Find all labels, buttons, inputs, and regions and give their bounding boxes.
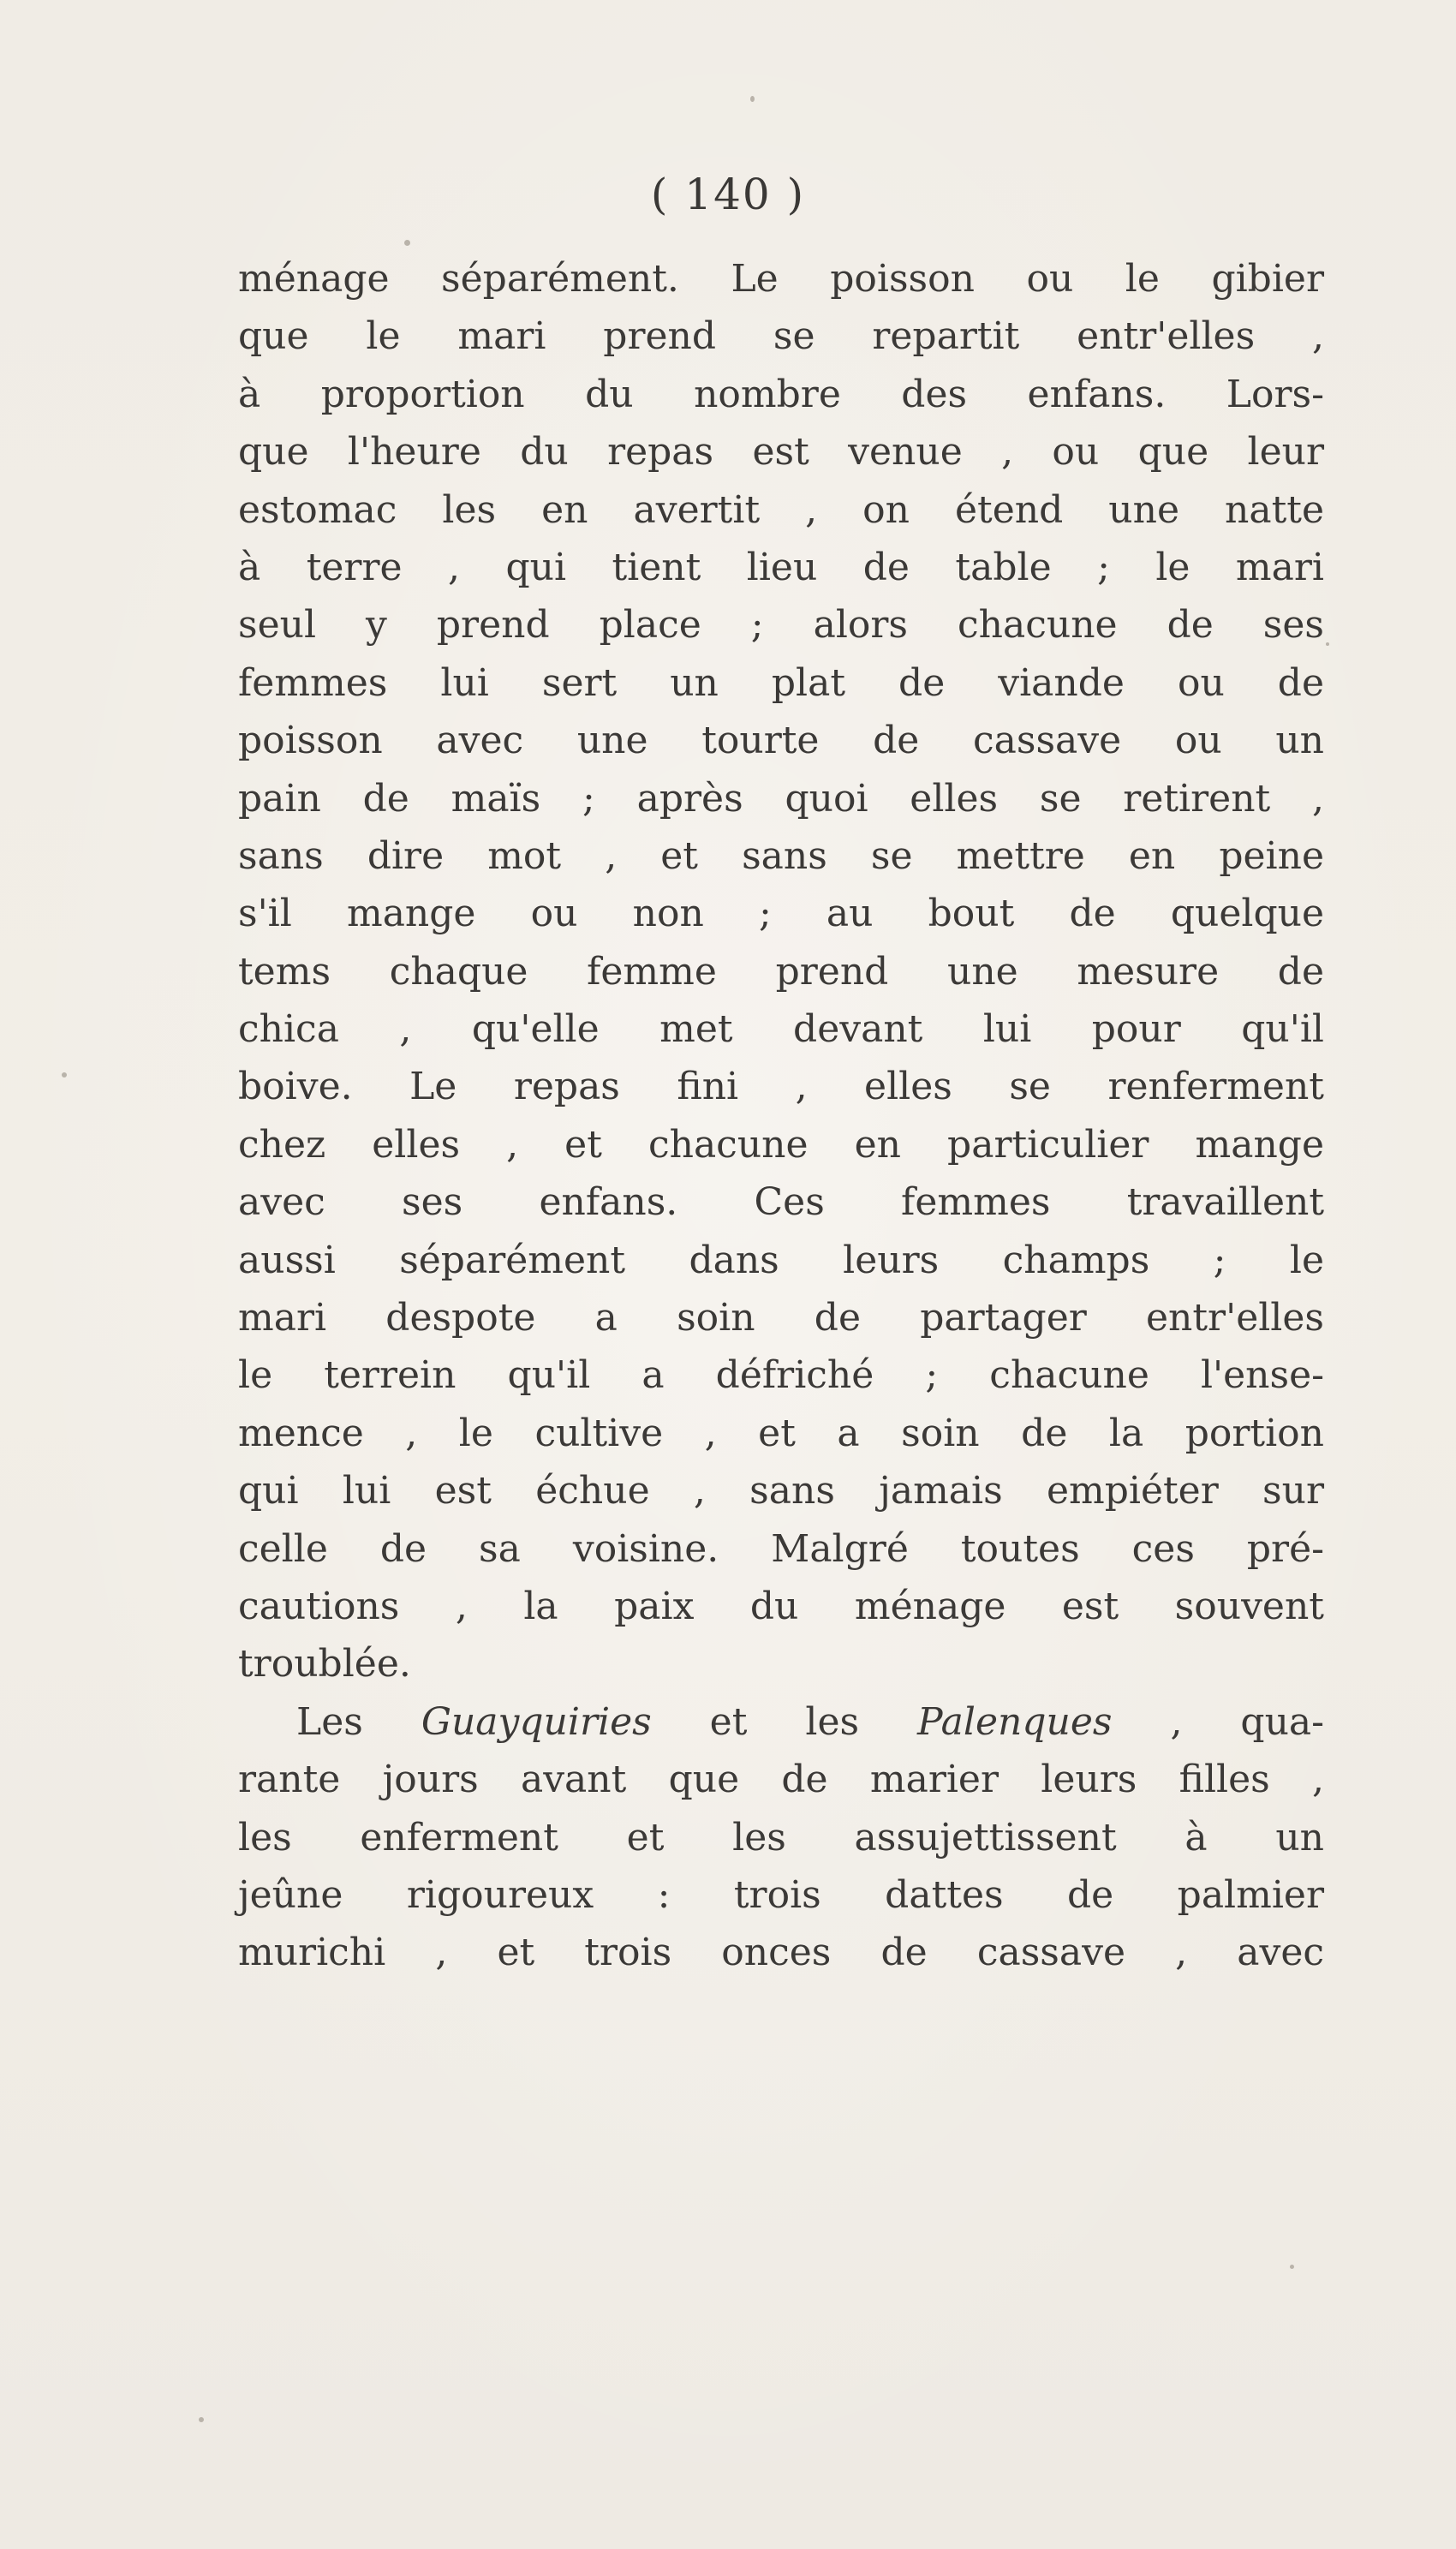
text-run: que l'heure du repas est venue , ou que leur [238,430,1324,475]
paper-speck [199,2417,204,2422]
paper-speck [404,240,410,246]
text-run: boive. Le repas fini , elles se renferment [238,1065,1324,1109]
text-run: murichi , et trois onces de cassave , avec [238,1931,1324,1975]
text-run: cautions , la paix du ménage est souvent [238,1584,1324,1628]
body-text [238,250,1324,1982]
text-run: pain de maïs ; après quoi elles se retirent , [238,776,1324,821]
text-line [238,770,1324,827]
text-run: mari despote a soin de partager entr'elles [238,1296,1324,1340]
text-run: avec ses enfans. Ces femmes travaillent [238,1180,1324,1225]
text-line [238,943,1324,1000]
text-run: poisson avec une tourte de cassave ou un [238,719,1324,763]
text-line [238,1520,1324,1578]
text-run: à proportion du nombre des enfans. Lors- [238,372,1324,416]
text-run: aussi séparément dans leurs champs ; le [238,1238,1324,1282]
text-run: seul y prend place ; alors chacune de ses [238,603,1324,648]
text-run: Les [296,1699,421,1744]
text-line [238,1058,1324,1115]
text-run: tems chaque femme prend une mesure de [238,949,1324,994]
text-line [238,654,1324,712]
paper-speck [1290,2265,1294,2269]
italic-term: Palenques [917,1699,1113,1744]
text-run: jeûne rigoureux : trois dattes de palmier [238,1872,1324,1917]
text-line [238,712,1324,769]
text-run: chica , qu'elle met devant lui pour qu'il [238,1007,1324,1052]
text-run: ménage séparément. Le poisson ou le gibier [238,257,1324,301]
text-run: s'il mange ou non ; au bout de quelque [238,892,1324,936]
text-line [238,539,1324,596]
text-line [238,885,1324,942]
text-run: chez elles , et chacune en particulier mange [238,1122,1324,1167]
text-line [238,1289,1324,1346]
text-line [238,1578,1324,1635]
text-run: à terre , qui tient lieu de table ; le mari [238,545,1324,589]
text-run: sans dire mot , et sans se mettre en peine [238,833,1324,878]
text-run: que le mari prend se repartit entr'elles , [238,314,1324,359]
text-line [238,250,1324,307]
page-number: ( 140 ) [650,170,806,219]
text-line [238,827,1324,885]
text-line [238,1000,1324,1058]
paper-speck [1326,642,1329,646]
text-line [238,1405,1324,1462]
text-run: femmes lui sert un plat de viande ou de [238,660,1324,705]
text-line [238,1462,1324,1519]
italic-term: Guayquiries [421,1699,652,1744]
text-line [238,1346,1324,1404]
paper-speck [62,1072,67,1078]
text-line [238,1924,1324,1981]
text-line [238,1866,1324,1924]
text-run: mence , le cultive , et a soin de la portion [238,1411,1324,1455]
text-run: celle de sa voisine. Malgré toutes ces pré- [238,1526,1324,1571]
text-line [238,423,1324,481]
text-line [238,1693,1324,1751]
paper-speck [750,96,755,102]
text-run: et les [651,1699,918,1744]
text-run: troublée. [238,1642,411,1686]
text-run: qui lui est échue , sans jamais empiéter sur [238,1469,1324,1513]
text-line [238,596,1324,654]
text-line [238,366,1324,423]
text-line [238,1751,1324,1808]
text-line [238,481,1324,539]
text-line [238,1232,1324,1289]
text-line [238,1116,1324,1173]
text-line [238,307,1324,365]
text-line [238,1809,1324,1866]
text-run: , qua- [1112,1699,1324,1744]
text-run: le terrein qu'il a défriché ; chacune l'ense- [238,1353,1324,1398]
text-run: estomac les en avertit , on étend une natte [238,487,1324,532]
text-line [238,1173,1324,1231]
text-line [238,1635,1324,1692]
text-run: les enferment et les assujettissent à un [238,1815,1324,1860]
text-run: rante jours avant que de marier leurs filles , [238,1758,1324,1802]
